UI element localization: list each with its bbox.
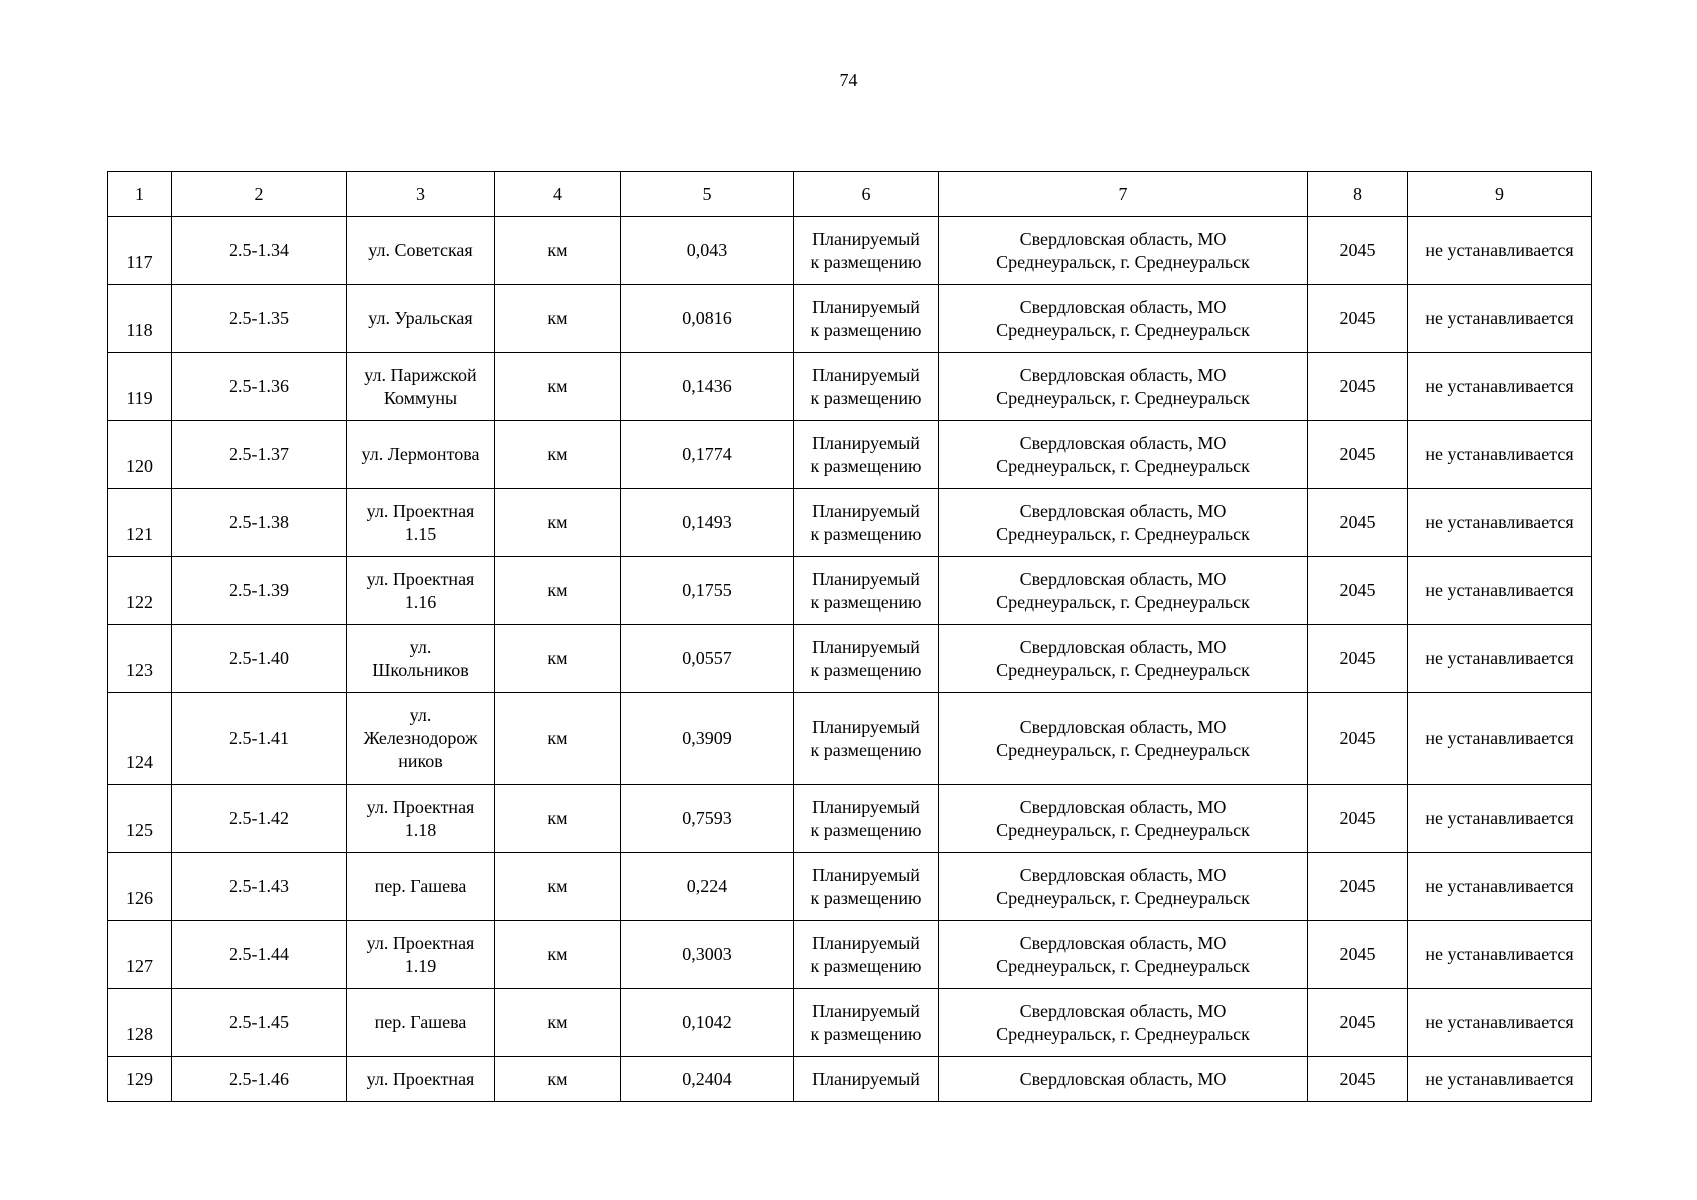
cell-street-name [347, 989, 495, 1057]
cell-location-line: Свердловская область, МО [1019, 432, 1227, 453]
cell-value: 0,7593 [621, 785, 794, 853]
cell-location-line: Свердловская область, МО [1019, 1068, 1227, 1089]
cell-street-name-line: ул. Проектная [366, 932, 475, 953]
cell-street-name-line: 1.19 [404, 955, 437, 976]
cell-value: 0,3003 [621, 921, 794, 989]
cell-location-line: Среднеуральск, г. Среднеуральск [996, 319, 1250, 340]
cell-status-line: Планируемый [812, 568, 920, 589]
cell-code: 2.5-1.39 [172, 557, 347, 625]
cell-status [794, 921, 939, 989]
page-number: 74 [839, 70, 858, 90]
cell-location-line: Свердловская область, МО [1019, 864, 1227, 885]
cell-street-name-line: 1.16 [404, 591, 437, 612]
cell-year: 2045 [1308, 785, 1408, 853]
cell-status [794, 989, 939, 1057]
cell-street-name [347, 921, 495, 989]
cell-street-name-line: ул. [409, 705, 432, 725]
cell-unit: км [495, 353, 621, 421]
column-header: 9 [1408, 172, 1592, 217]
cell-value: 0,0816 [621, 285, 794, 353]
cell-street-name-line: ул. Проектная [366, 796, 475, 817]
cell-location-line: Среднеуральск, г. Среднеуральск [996, 1023, 1250, 1044]
cell-year: 2045 [1308, 693, 1408, 785]
cell-status [794, 557, 939, 625]
cell-status-line: Планируемый [812, 636, 920, 657]
cell-street-name [347, 693, 495, 785]
cell-street-name-line: ул. Лермонтова [361, 444, 480, 464]
table-row [108, 489, 1592, 557]
cell-location [939, 285, 1308, 353]
cell-unit: км [495, 785, 621, 853]
cell-street-name [347, 625, 495, 693]
cell-status [794, 285, 939, 353]
cell-row-number: 120 [108, 421, 172, 489]
cell-year: 2045 [1308, 489, 1408, 557]
cell-street-name [347, 353, 495, 421]
cell-street-name [347, 285, 495, 353]
cell-street-name-line: ул. Парижской [364, 364, 477, 385]
cell-location-line: Среднеуральск, г. Среднеуральск [996, 591, 1250, 612]
cell-year: 2045 [1308, 285, 1408, 353]
column-header: 8 [1308, 172, 1408, 217]
cell-unit: км [495, 489, 621, 557]
cell-zone: не устанавливается [1408, 785, 1592, 853]
cell-location [939, 693, 1308, 785]
cell-status-line: Планируемый [812, 796, 920, 817]
cell-street-name-line: Железнодорож [363, 728, 478, 748]
cell-location-line: Свердловская область, МО [1019, 1000, 1227, 1021]
cell-status [794, 217, 939, 285]
cell-status [794, 853, 939, 921]
table-row [108, 785, 1592, 853]
column-header: 4 [495, 172, 621, 217]
cell-location [939, 625, 1308, 693]
column-header: 5 [621, 172, 794, 217]
cell-zone: не устанавливается [1408, 625, 1592, 693]
cell-unit: км [495, 693, 621, 785]
cell-value: 0,3909 [621, 693, 794, 785]
cell-street-name [347, 1057, 495, 1102]
cell-location-line: Свердловская область, МО [1019, 796, 1227, 817]
table-row [108, 353, 1592, 421]
cell-unit: км [495, 217, 621, 285]
cell-zone: не устанавливается [1408, 693, 1592, 785]
cell-row-number: 121 [108, 489, 172, 557]
cell-street-name [347, 785, 495, 853]
cell-row-number: 125 [108, 785, 172, 853]
cell-status-line: Планируемый [812, 716, 920, 737]
cell-code: 2.5-1.44 [172, 921, 347, 989]
cell-row-number: 122 [108, 557, 172, 625]
cell-row-number: 119 [108, 353, 172, 421]
cell-location-line: Среднеуральск, г. Среднеуральск [996, 455, 1250, 476]
column-header: 1 [108, 172, 172, 217]
cell-location-line: Среднеуральск, г. Среднеуральск [996, 819, 1250, 840]
cell-row-number: 117 [108, 217, 172, 285]
cell-street-name [347, 557, 495, 625]
cell-status-line: к размещению [810, 387, 922, 408]
cell-year: 2045 [1308, 557, 1408, 625]
cell-value: 0,224 [621, 853, 794, 921]
cell-status [794, 353, 939, 421]
cell-code: 2.5-1.40 [172, 625, 347, 693]
cell-unit: км [495, 921, 621, 989]
cell-location [939, 853, 1308, 921]
column-header: 3 [347, 172, 495, 217]
cell-status-line: Планируемый [812, 364, 920, 385]
cell-row-number: 128 [108, 989, 172, 1057]
cell-status-line: к размещению [810, 319, 922, 340]
cell-zone: не устанавливается [1408, 853, 1592, 921]
cell-status-line: к размещению [810, 955, 922, 976]
cell-location-line: Свердловская область, МО [1019, 932, 1227, 953]
cell-street-name-line: ул. Уральская [368, 308, 473, 328]
cell-street-name-line: ул. Проектная [366, 1068, 475, 1089]
cell-street-name [347, 421, 495, 489]
cell-location-line: Среднеуральск, г. Среднеуральск [996, 887, 1250, 908]
cell-code: 2.5-1.41 [172, 693, 347, 785]
cell-location-line: Среднеуральск, г. Среднеуральск [996, 659, 1250, 680]
cell-year: 2045 [1308, 353, 1408, 421]
cell-unit: км [495, 421, 621, 489]
cell-status [794, 625, 939, 693]
cell-status-line: Планируемый [812, 932, 920, 953]
cell-code: 2.5-1.42 [172, 785, 347, 853]
column-header: 7 [939, 172, 1308, 217]
cell-location [939, 421, 1308, 489]
cell-status [794, 785, 939, 853]
cell-code: 2.5-1.43 [172, 853, 347, 921]
cell-row-number: 129 [108, 1057, 172, 1102]
cell-status [794, 421, 939, 489]
cell-code: 2.5-1.34 [172, 217, 347, 285]
cell-value: 0,1774 [621, 421, 794, 489]
cell-unit: км [495, 557, 621, 625]
cell-street-name-line: Школьников [372, 659, 469, 680]
cell-location-line: Среднеуральск, г. Среднеуральск [996, 387, 1250, 408]
cell-row-number: 118 [108, 285, 172, 353]
cell-code: 2.5-1.37 [172, 421, 347, 489]
cell-status-line: Планируемый [812, 432, 920, 453]
cell-status-line: к размещению [810, 591, 922, 612]
cell-status-line: Планируемый [812, 864, 920, 885]
cell-status [794, 693, 939, 785]
cell-year: 2045 [1308, 1057, 1408, 1102]
cell-value: 0,2404 [621, 1057, 794, 1102]
cell-status-line: к размещению [810, 739, 922, 760]
cell-status-line: к размещению [810, 251, 922, 272]
cell-year: 2045 [1308, 921, 1408, 989]
cell-location [939, 1057, 1308, 1102]
cell-value: 0,1493 [621, 489, 794, 557]
cell-location [939, 557, 1308, 625]
cell-status-line: Планируемый [812, 296, 920, 317]
column-header: 2 [172, 172, 347, 217]
cell-zone: не устанавливается [1408, 421, 1592, 489]
cell-status-line: к размещению [810, 819, 922, 840]
cell-zone: не устанавливается [1408, 989, 1592, 1057]
table-row [108, 625, 1592, 693]
cell-zone: не устанавливается [1408, 557, 1592, 625]
cell-location-line: Свердловская область, МО [1019, 568, 1227, 589]
cell-value: 0,043 [621, 217, 794, 285]
cell-unit: км [495, 853, 621, 921]
cell-year: 2045 [1308, 421, 1408, 489]
cell-status [794, 1057, 939, 1102]
cell-street-name-line: ул. [409, 636, 432, 657]
cell-street-name [347, 489, 495, 557]
cell-zone: не устанавливается [1408, 217, 1592, 285]
cell-street-name-line: ул. Проектная [366, 500, 475, 521]
cell-status [794, 489, 939, 557]
cell-location [939, 217, 1308, 285]
cell-street-name-line: 1.18 [404, 819, 437, 840]
cell-location-line: Свердловская область, МО [1019, 228, 1227, 249]
cell-location-line: Свердловская область, МО [1019, 500, 1227, 521]
cell-location-line: Свердловская область, МО [1019, 636, 1227, 657]
cell-zone: не устанавливается [1408, 1057, 1592, 1102]
cell-street-name [347, 217, 495, 285]
cell-status-line: к размещению [810, 887, 922, 908]
table-row [108, 217, 1592, 285]
cell-unit: км [495, 989, 621, 1057]
cell-year: 2045 [1308, 217, 1408, 285]
cell-value: 0,1436 [621, 353, 794, 421]
cell-street-name-line: пер. Гашева [374, 876, 467, 896]
cell-location-line: Среднеуральск, г. Среднеуральск [996, 251, 1250, 272]
table-row [108, 989, 1592, 1057]
cell-status-line: Планируемый [812, 1068, 920, 1089]
cell-code: 2.5-1.46 [172, 1057, 347, 1102]
cell-status-line: к размещению [810, 659, 922, 680]
cell-code: 2.5-1.45 [172, 989, 347, 1057]
cell-location-line: Свердловская область, МО [1019, 716, 1227, 737]
cell-street-name-line: ул. Проектная [366, 568, 475, 589]
cell-code: 2.5-1.36 [172, 353, 347, 421]
cell-location [939, 353, 1308, 421]
cell-row-number: 126 [108, 853, 172, 921]
cell-street-name-line: ников [398, 751, 443, 771]
cell-year: 2045 [1308, 625, 1408, 693]
cell-location-line: Среднеуральск, г. Среднеуральск [996, 955, 1250, 976]
cell-code: 2.5-1.35 [172, 285, 347, 353]
cell-zone: не устанавливается [1408, 285, 1592, 353]
table-header-row [108, 172, 1592, 217]
table-row [108, 285, 1592, 353]
table-row [108, 1057, 1592, 1102]
table-row [108, 557, 1592, 625]
cell-year: 2045 [1308, 989, 1408, 1057]
document-table [107, 171, 1592, 1102]
table-body [108, 217, 1592, 1102]
table-row [108, 693, 1592, 785]
cell-zone: не устанавливается [1408, 353, 1592, 421]
cell-unit: км [495, 1057, 621, 1102]
table-row [108, 421, 1592, 489]
cell-location [939, 921, 1308, 989]
cell-street-name [347, 853, 495, 921]
cell-status-line: Планируемый [812, 228, 920, 249]
cell-location [939, 489, 1308, 557]
cell-location-line: Среднеуральск, г. Среднеуральск [996, 523, 1250, 544]
cell-code: 2.5-1.38 [172, 489, 347, 557]
cell-value: 0,1755 [621, 557, 794, 625]
cell-year: 2045 [1308, 853, 1408, 921]
cell-location [939, 785, 1308, 853]
cell-location-line: Свердловская область, МО [1019, 364, 1227, 385]
cell-value: 0,1042 [621, 989, 794, 1057]
cell-zone: не устанавливается [1408, 489, 1592, 557]
cell-value: 0,0557 [621, 625, 794, 693]
cell-location-line: Свердловская область, МО [1019, 296, 1227, 317]
cell-street-name-line: Коммуны [383, 387, 458, 408]
cell-street-name-line: 1.15 [404, 523, 437, 544]
cell-row-number: 124 [108, 693, 172, 785]
cell-zone: не устанавливается [1408, 921, 1592, 989]
cell-row-number: 123 [108, 625, 172, 693]
table-row [108, 921, 1592, 989]
cell-status-line: Планируемый [812, 500, 920, 521]
cell-row-number: 127 [108, 921, 172, 989]
table-row [108, 853, 1592, 921]
column-header: 6 [794, 172, 939, 217]
cell-status-line: Планируемый [812, 1000, 920, 1021]
cell-street-name-line: ул. Советская [368, 240, 473, 260]
cell-location [939, 989, 1308, 1057]
cell-status-line: к размещению [810, 523, 922, 544]
cell-street-name-line: пер. Гашева [374, 1012, 467, 1032]
cell-location-line: Среднеуральск, г. Среднеуральск [996, 739, 1250, 760]
cell-status-line: к размещению [810, 455, 922, 476]
cell-unit: км [495, 625, 621, 693]
cell-unit: км [495, 285, 621, 353]
cell-status-line: к размещению [810, 1023, 922, 1044]
